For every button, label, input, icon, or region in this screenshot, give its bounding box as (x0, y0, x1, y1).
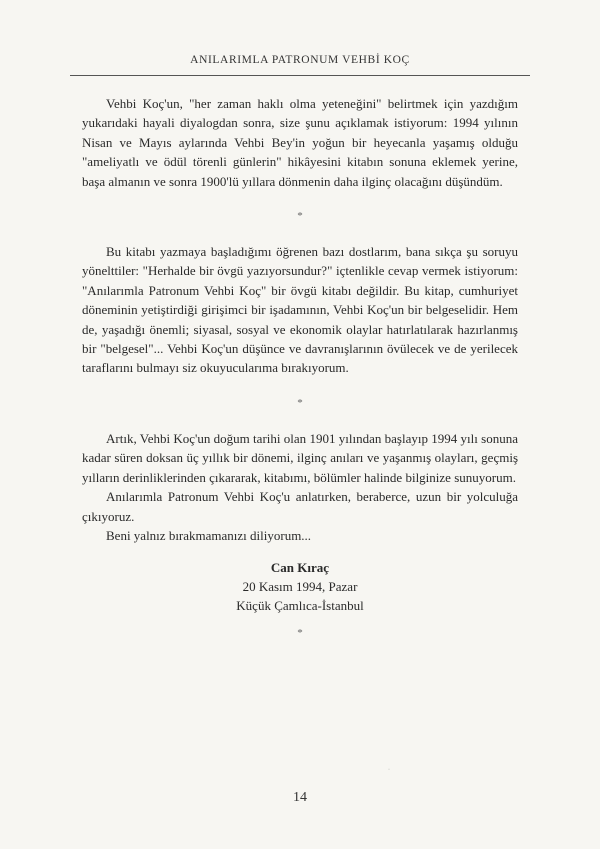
speck-mark: · (388, 767, 390, 773)
page-body (82, 94, 518, 643)
page-number: 14 (293, 790, 307, 805)
signature-place: Küçük Çamlıca-İstanbul (236, 598, 364, 614)
signature-date: 20 Kasım 1994, Pazar (242, 579, 358, 595)
section-separator: * (297, 210, 303, 223)
paragraph-3: Artık, Vehbi Koç'un doğum tarihi olan 1901 yılından başlayıp 1994 yılı sonuna kadar süren doksan üç yıllık bir dönemi, ilginç anıları ve yaşanmış olayları, geçmiş yılların derinliklerinden çıkararak, kitabımı, bölümler halinde bilginize sunuyorum. (82, 430, 518, 485)
running-header: ANILARIMLA PATRONUM VEHBİ KOÇ (190, 54, 410, 66)
signature-block (82, 558, 518, 615)
paragraph-2: Bu kitabı yazmaya başladığımı öğrenen bazı dostlarım, bana sıkça şu soruyu yönelttiler: "Herhalde bir övgü yazıyorsundur?" içtenlikle cevap vermek istiyorum: "Anılarımla Patronum Vehbi Koç" bir övgü kitabı değildir. Bu kitap, cumhuriyet döneminin yetiştirdiği girişimci bir işadamının, Vehbi Koç'un bir belgeselidir. Hem de, yaşadığı önemli; siyasal, sosyal ve ekonomik olaylar hatırlatılarak hazırlanmış bir "belgesel"... Vehbi Koç'un düşünce ve davranışlarının övülecek ve de yerilecek taraflarını bulmayı siz okuyucularıma bırakıyorum. (82, 244, 518, 376)
paragraph-1: Vehbi Koç'un, "her zaman haklı olma yeteneğini" belirtmek için yazdığım yukarıdaki hayali diyalogdan sonra, size şunu açıklamak istiyorum: 1994 yılının Nisan ve Mayıs aylarında Vehbi Bey'in yoğun bir heyecanla yaşamış olduğu "ameliyatlı ve ödül törenli günlerin" hikâyesini kitabın sonuna eklemek yerine, başa almanın ve sonra 1900'lü yıllara dönmenin daha ilginç olacağını düşündüm. (82, 96, 518, 189)
section-separator: * (297, 627, 303, 640)
section-separator: * (297, 396, 303, 409)
header-rule (70, 75, 530, 76)
paragraph-4: Anılarımla Patronum Vehbi Koç'u anlatırken, beraberce, uzun bir yolculuğa çıkıyoruz. (82, 489, 518, 524)
paragraph-5: Beni yalnız bırakmamanızı diliyorum... (106, 527, 312, 543)
author-name: Can Kıraç (270, 560, 330, 576)
